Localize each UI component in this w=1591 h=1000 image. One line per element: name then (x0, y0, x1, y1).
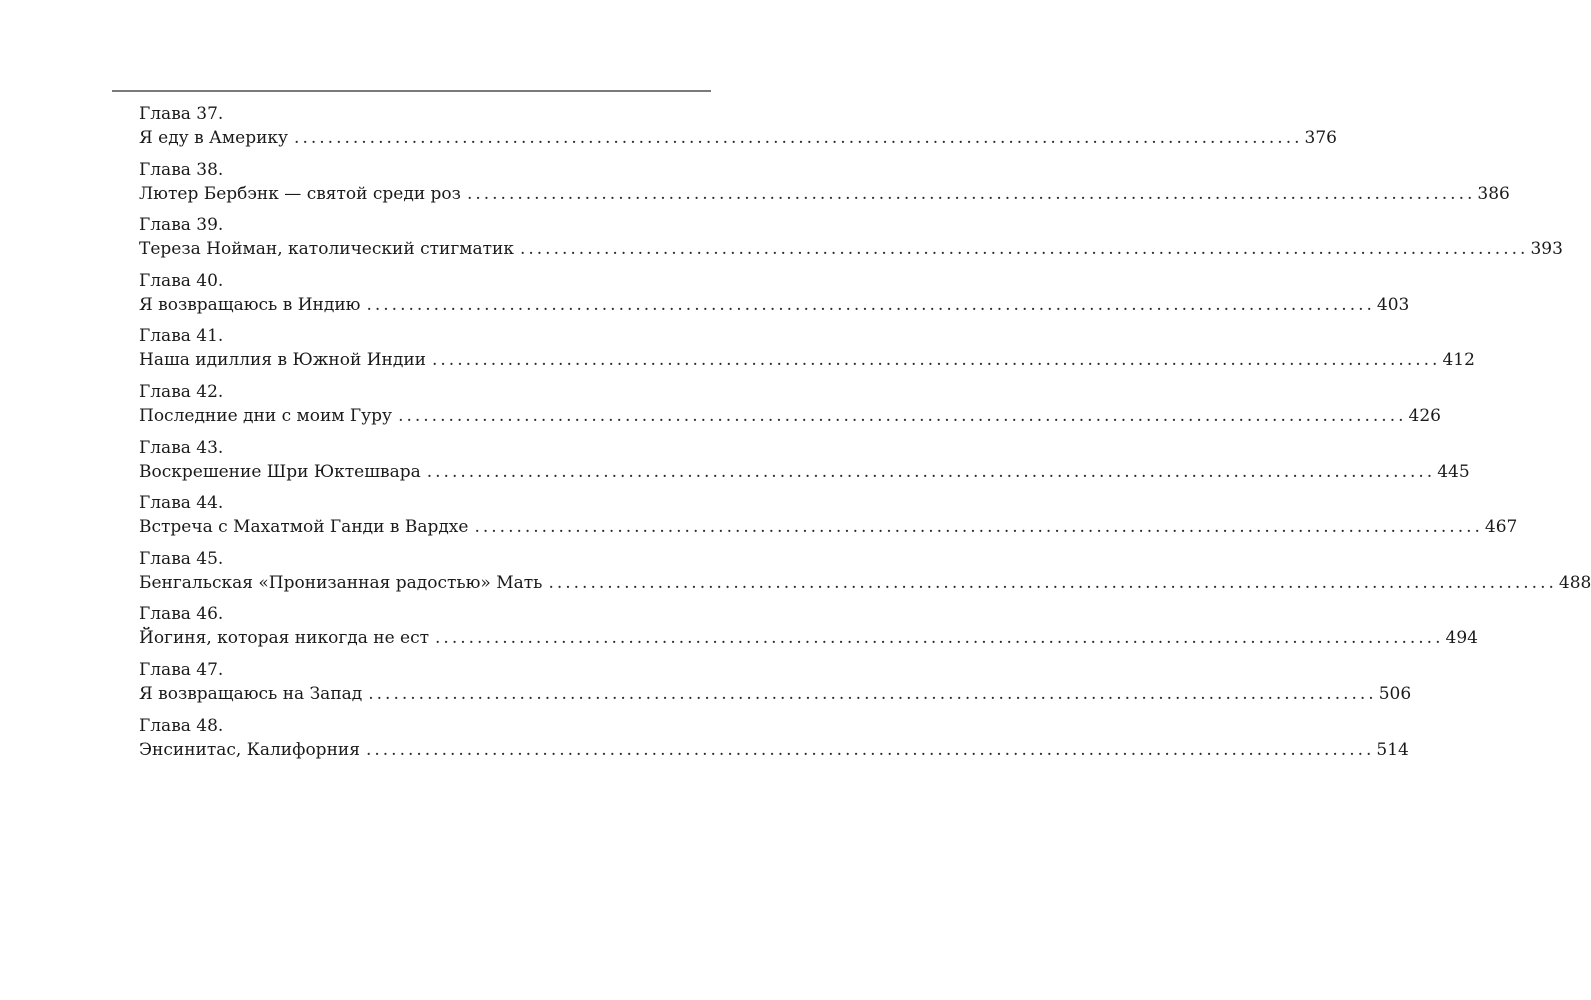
page-number: 467 (1484, 517, 1518, 538)
toc-entry (139, 158, 1510, 214)
dot-leader: ........................................................................................................................ (474, 517, 1483, 538)
toc-entry (139, 491, 1518, 547)
dot-leader: ........................................................................................................................ (398, 405, 1407, 426)
page-number: 426 (1408, 405, 1441, 426)
chapter-title: Воскрешение Шри Юктешвара (139, 461, 421, 482)
chapter-title: Тереза Нойман, католический стигматик (139, 239, 514, 260)
toc-entry (139, 380, 1441, 436)
chapter-label: Глава 44. (139, 493, 224, 514)
chapter-title: Бенгальская «Пронизанная радостью» Мать (139, 572, 543, 593)
toc-entry (139, 102, 1337, 158)
dot-leader: ........................................................................................................................ (466, 183, 1476, 204)
chapter-title: Я возвращаюсь на Запад (139, 683, 363, 704)
toc-entry (139, 436, 1470, 492)
toc-title-line (139, 348, 1475, 372)
page-number: 412 (1442, 350, 1475, 371)
toc-title-line (139, 626, 1478, 650)
chapter-title: Я возвращаюсь в Индию (139, 294, 361, 315)
dot-leader: ........................................................................................................................ (365, 739, 1375, 760)
chapter-label: Глава 40. (139, 270, 224, 291)
chapter-title: Лютер Бербэнк — святой среди роз (139, 183, 461, 204)
toc-title-line (139, 682, 1412, 706)
toc-title-line (139, 126, 1337, 150)
chapter-label: Глава 37. (139, 104, 224, 124)
toc-entry (139, 213, 1563, 269)
page-number: 506 (1378, 683, 1412, 704)
chapter-label: Глава 48. (139, 715, 224, 736)
dot-leader: ........................................................................................................................ (431, 350, 1441, 371)
toc-entry (139, 714, 1409, 770)
chapter-title: Я еду в Америку (139, 128, 289, 148)
toc-entry (139, 269, 1410, 325)
dot-leader: ........................................................................................................................ (548, 572, 1557, 593)
page-number: 386 (1477, 183, 1510, 204)
page-number: 488 (1558, 572, 1591, 593)
chapter-label: Глава 39. (139, 215, 224, 236)
dot-leader: ........................................................................................................................ (426, 461, 1436, 482)
toc-title-line (139, 515, 1518, 539)
toc-title-line (139, 571, 1591, 595)
page-number: 494 (1445, 628, 1478, 649)
dot-leader: ........................................................................................................................ (519, 239, 1529, 260)
toc-entry (139, 658, 1412, 714)
chapter-title: Энсинитас, Калифорния (139, 739, 360, 760)
page-number: 403 (1376, 294, 1410, 315)
chapter-label: Глава 46. (139, 604, 224, 625)
toc-entry (139, 602, 1478, 658)
page-number: 514 (1376, 739, 1409, 760)
toc-title-line (139, 460, 1470, 484)
chapter-title: Встреча с Махатмой Ганди в Вардхе (139, 517, 469, 538)
dot-leader: ........................................................................................................................ (366, 294, 1375, 315)
chapter-title: Йогиня, которая никогда не ест (139, 628, 430, 649)
top-rule (112, 90, 711, 92)
toc-entry (139, 324, 1475, 380)
chapter-title: Последние дни с моим Гуру (139, 405, 393, 426)
table-of-contents (139, 102, 1591, 769)
dot-leader: ........................................................................................................................ (435, 628, 1444, 649)
chapter-label: Глава 45. (139, 548, 224, 569)
toc-title-line (139, 293, 1410, 317)
chapter-label: Глава 38. (139, 159, 224, 180)
page-number: 376 (1304, 128, 1337, 148)
chapter-label: Глава 42. (139, 381, 224, 402)
chapter-label: Глава 43. (139, 437, 224, 458)
toc-title-line (139, 182, 1510, 206)
toc-title-line (139, 738, 1409, 762)
page-number: 393 (1530, 239, 1563, 260)
chapter-title: Наша идиллия в Южной Индии (139, 350, 426, 371)
toc-title-line (139, 404, 1441, 428)
dot-leader: ........................................................................................................................ (294, 128, 1303, 148)
toc-title-line (139, 237, 1563, 261)
toc-entry (139, 547, 1591, 603)
chapter-label: Глава 47. (139, 659, 224, 680)
dot-leader: ........................................................................................................................ (368, 683, 1377, 704)
page-number: 445 (1437, 461, 1470, 482)
chapter-label: Глава 41. (139, 326, 224, 347)
